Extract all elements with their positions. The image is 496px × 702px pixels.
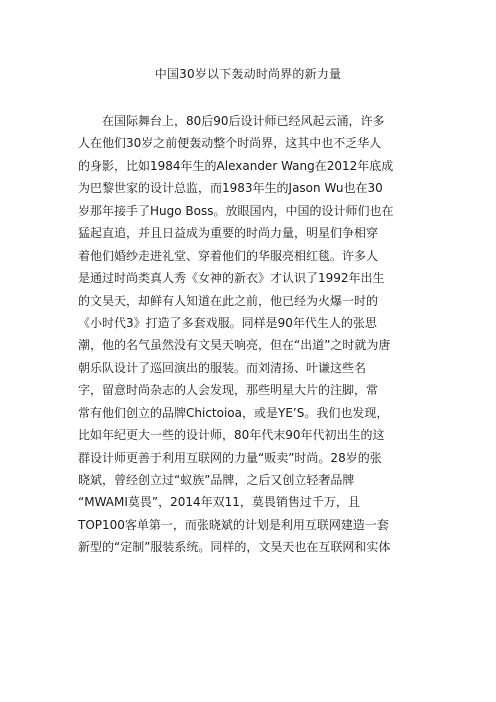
body-line: 是通过时尚类真人秀《女神的新衣》才认识了1992年出生 xyxy=(78,271,385,286)
body-line: 比如年纪更大一些的设计师，80年代末90年代初出生的这 xyxy=(78,428,385,443)
body-line: 的身影，比如1984年生的Alexander Wang在2012年底成 xyxy=(78,158,394,173)
body-line: 猛起直追，并且日益成为重要的时尚力量，明星们争相穿 xyxy=(78,226,379,241)
body-line: 群设计师更善于利用互联网的力量“贩卖”时尚。28岁的张 xyxy=(78,450,382,465)
document-body xyxy=(78,110,420,559)
body-line: 的文昊天，却鲜有人知道在此之前，他已经为火爆一时的 xyxy=(78,293,379,308)
document-title: 中国30岁以下轰动时尚界的新力量 xyxy=(154,67,342,81)
body-line: 为巴黎世家的设计总监，而1983年生的Jason Wu也在30 xyxy=(78,181,383,196)
body-line: “MWAMI莫畏”，2014年双11，莫畏销售过千万，且 xyxy=(78,495,360,510)
body-line: 常有他们创立的品牌Chictoioa，或是YE’S。我们也发现， xyxy=(78,405,389,420)
body-line: 着他们婚纱走进礼堂、穿着他们的华服亮相红毯。许多人 xyxy=(78,248,379,263)
body-line: 人在他们30岁之前便轰动整个时尚界，这其中也不乏华人 xyxy=(78,136,382,151)
body-line: TOP100客单第一，而张晓斌的计划是利用互联网建造一套 xyxy=(78,517,389,532)
body-line: 岁那年接手了Hugo Boss。放眼国内，中国的设计师们也在 xyxy=(78,203,394,218)
body-line: 字，留意时尚杂志的人会发现，那些明星大片的注脚，常 xyxy=(78,383,379,398)
body-line: 晓斌，曾经创立过“蚁族”品牌，之后又创立轻奢品牌 xyxy=(78,473,355,487)
body-line: 潮，他的名气虽然没有文昊天响亮，但在“出道”之时就为唐 xyxy=(78,338,391,353)
body-line: 新型的“定制”服装系统。同样的，文昊天也在互联网和实体 xyxy=(78,540,391,555)
body-line: 朝乐队设计了巡回演出的服装。而刘清扬、叶谦这些名 xyxy=(78,360,367,375)
body-line: 在国际舞台上，80后90后设计师已经风起云涌，许多 xyxy=(102,114,385,128)
body-line: 《小时代3》打造了多套戏服。同样是90年代生人的张思 xyxy=(78,315,377,330)
